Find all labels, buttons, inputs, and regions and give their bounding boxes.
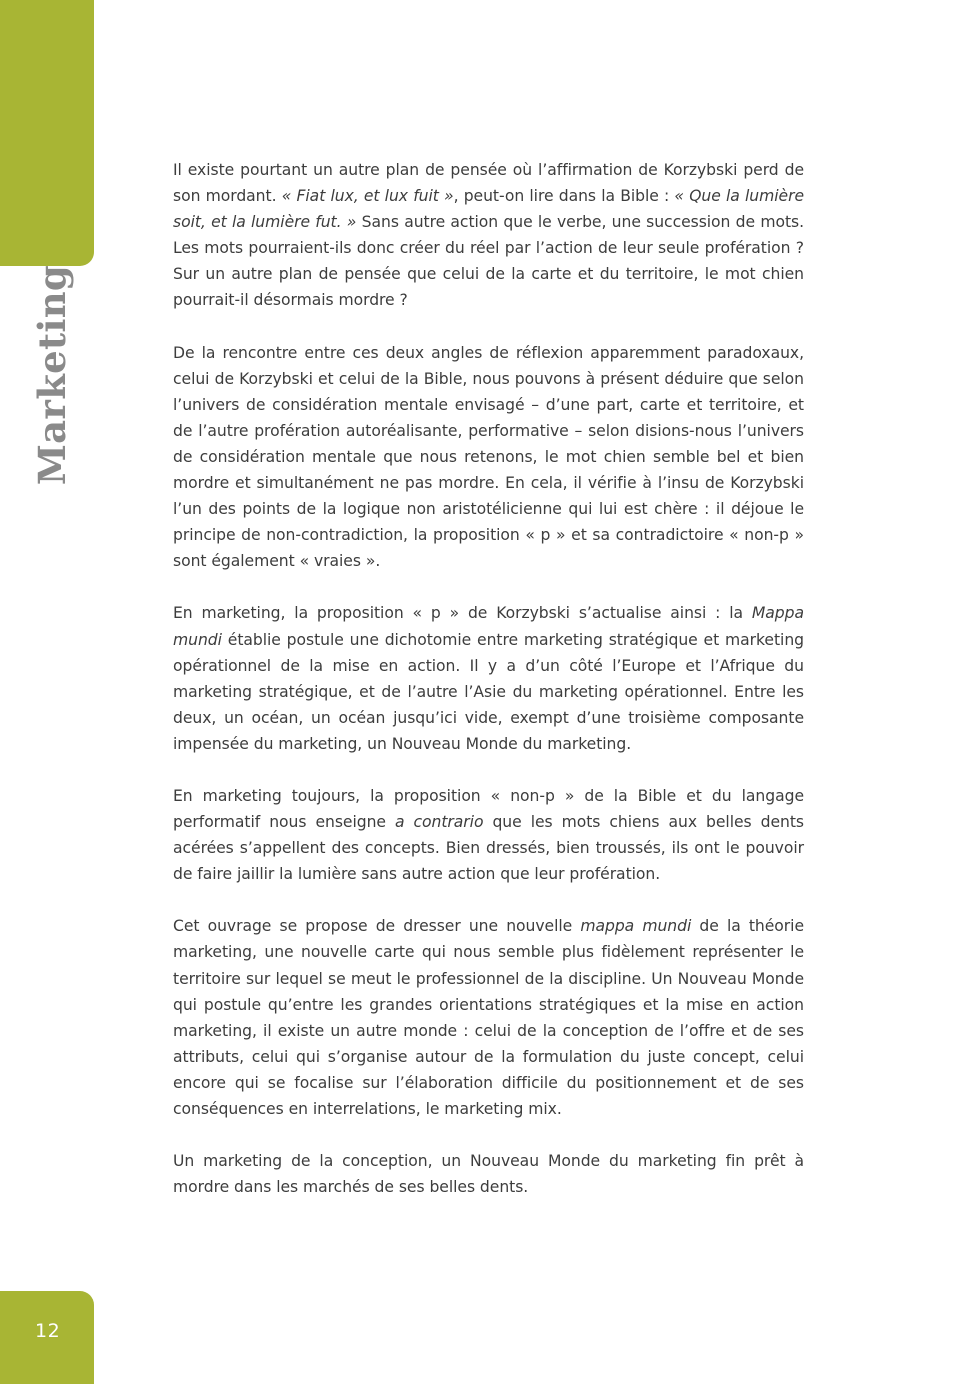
sidebar-tab-top xyxy=(0,0,94,266)
page-number: 12 xyxy=(35,1320,61,1342)
body-text xyxy=(173,157,804,1200)
paragraph-1: Il existe pourtant un autre plan de pensée où l’affirmation de Korzybski perd de son mordant. « Fiat lux, et lux fuit », peut-on lire dans la Bible : « Que la lumière soit, et la lumière fut. » Sans autre action que le verbe, une succession de mots. Les mots pourraient-ils donc créer du réel par l’action de leur seule profération ? Sur un autre plan de pensée que celui de la carte et du territoire, le mot chien pourrait-il désormais mordre ? xyxy=(173,161,804,310)
section-label: Marketing xyxy=(30,264,74,486)
paragraph-4: En marketing toujours, la proposition « non-p » de la Bible et du langage performatif nous enseigne a contrario que les mots chiens aux belles dents acérées s’appellent des concepts. Bien dressés, bien troussés, ils ont le pouvoir de faire jaillir la lumière sans autre action que leur profération. xyxy=(173,786,804,884)
paragraph-3: En marketing, la proposition « p » de Korzybski s’actualise ainsi : la Mappa mundi établie postule une dichotomie entre marketing stratégique et marketing opérationnel de la mise en action. Il y a d’un côté l’Europe et l’Afrique du marketing stratégique, et de l’autre l’Asie du marketing opérationnel. Entre les deux, un océan, un océan jusqu’ici vide, exempt d’une troisième composante impensée du marketing, un Nouveau Monde du marketing. xyxy=(173,604,804,753)
paragraph-6: Un marketing de la conception, un Nouveau Monde du marketing fin prêt à mordre dans les marchés de ses belles dents. xyxy=(173,1152,804,1197)
paragraph-2: De la rencontre entre ces deux angles de réflexion apparemment paradoxaux, celui de Korzybski et celui de la Bible, nous pouvons à présent déduire que selon l’univers de considération mentale envisagé – d’une part, carte et territoire, et de l’autre profération autoréalisante, performative – selon disions-nous l’univers de considération mentale que nous retenons, le mot chien semble bel et bien mordre et simultanément ne pas mordre. En cela, il vérifie à l’insu de Korzybski l’un des points de la logique non aristotélicienne qui lui est chère : il déjoue le principe de non-contradiction, la proposition « p » et sa contradictoire « non-p » sont également « vraies ». xyxy=(173,343,804,571)
paragraph-5: Cet ouvrage se propose de dresser une nouvelle mappa mundi de la théorie marketing, une nouvelle carte qui nous semble plus fidèlement représenter le territoire sur lequel se meut le professionnel de la discipline. Un Nouveau Monde qui postule qu’entre les grandes orientations stratégiques et la mise en action marketing, il existe un autre monde : celui de la conception de l’offre et de ses attributs, celui qui s’organise autour de la formulation du juste concept, celui encore qui se focalise sur l’élaboration difficile du positionnement et de ses conséquences en interrelations, le marketing mix. xyxy=(173,917,804,1118)
